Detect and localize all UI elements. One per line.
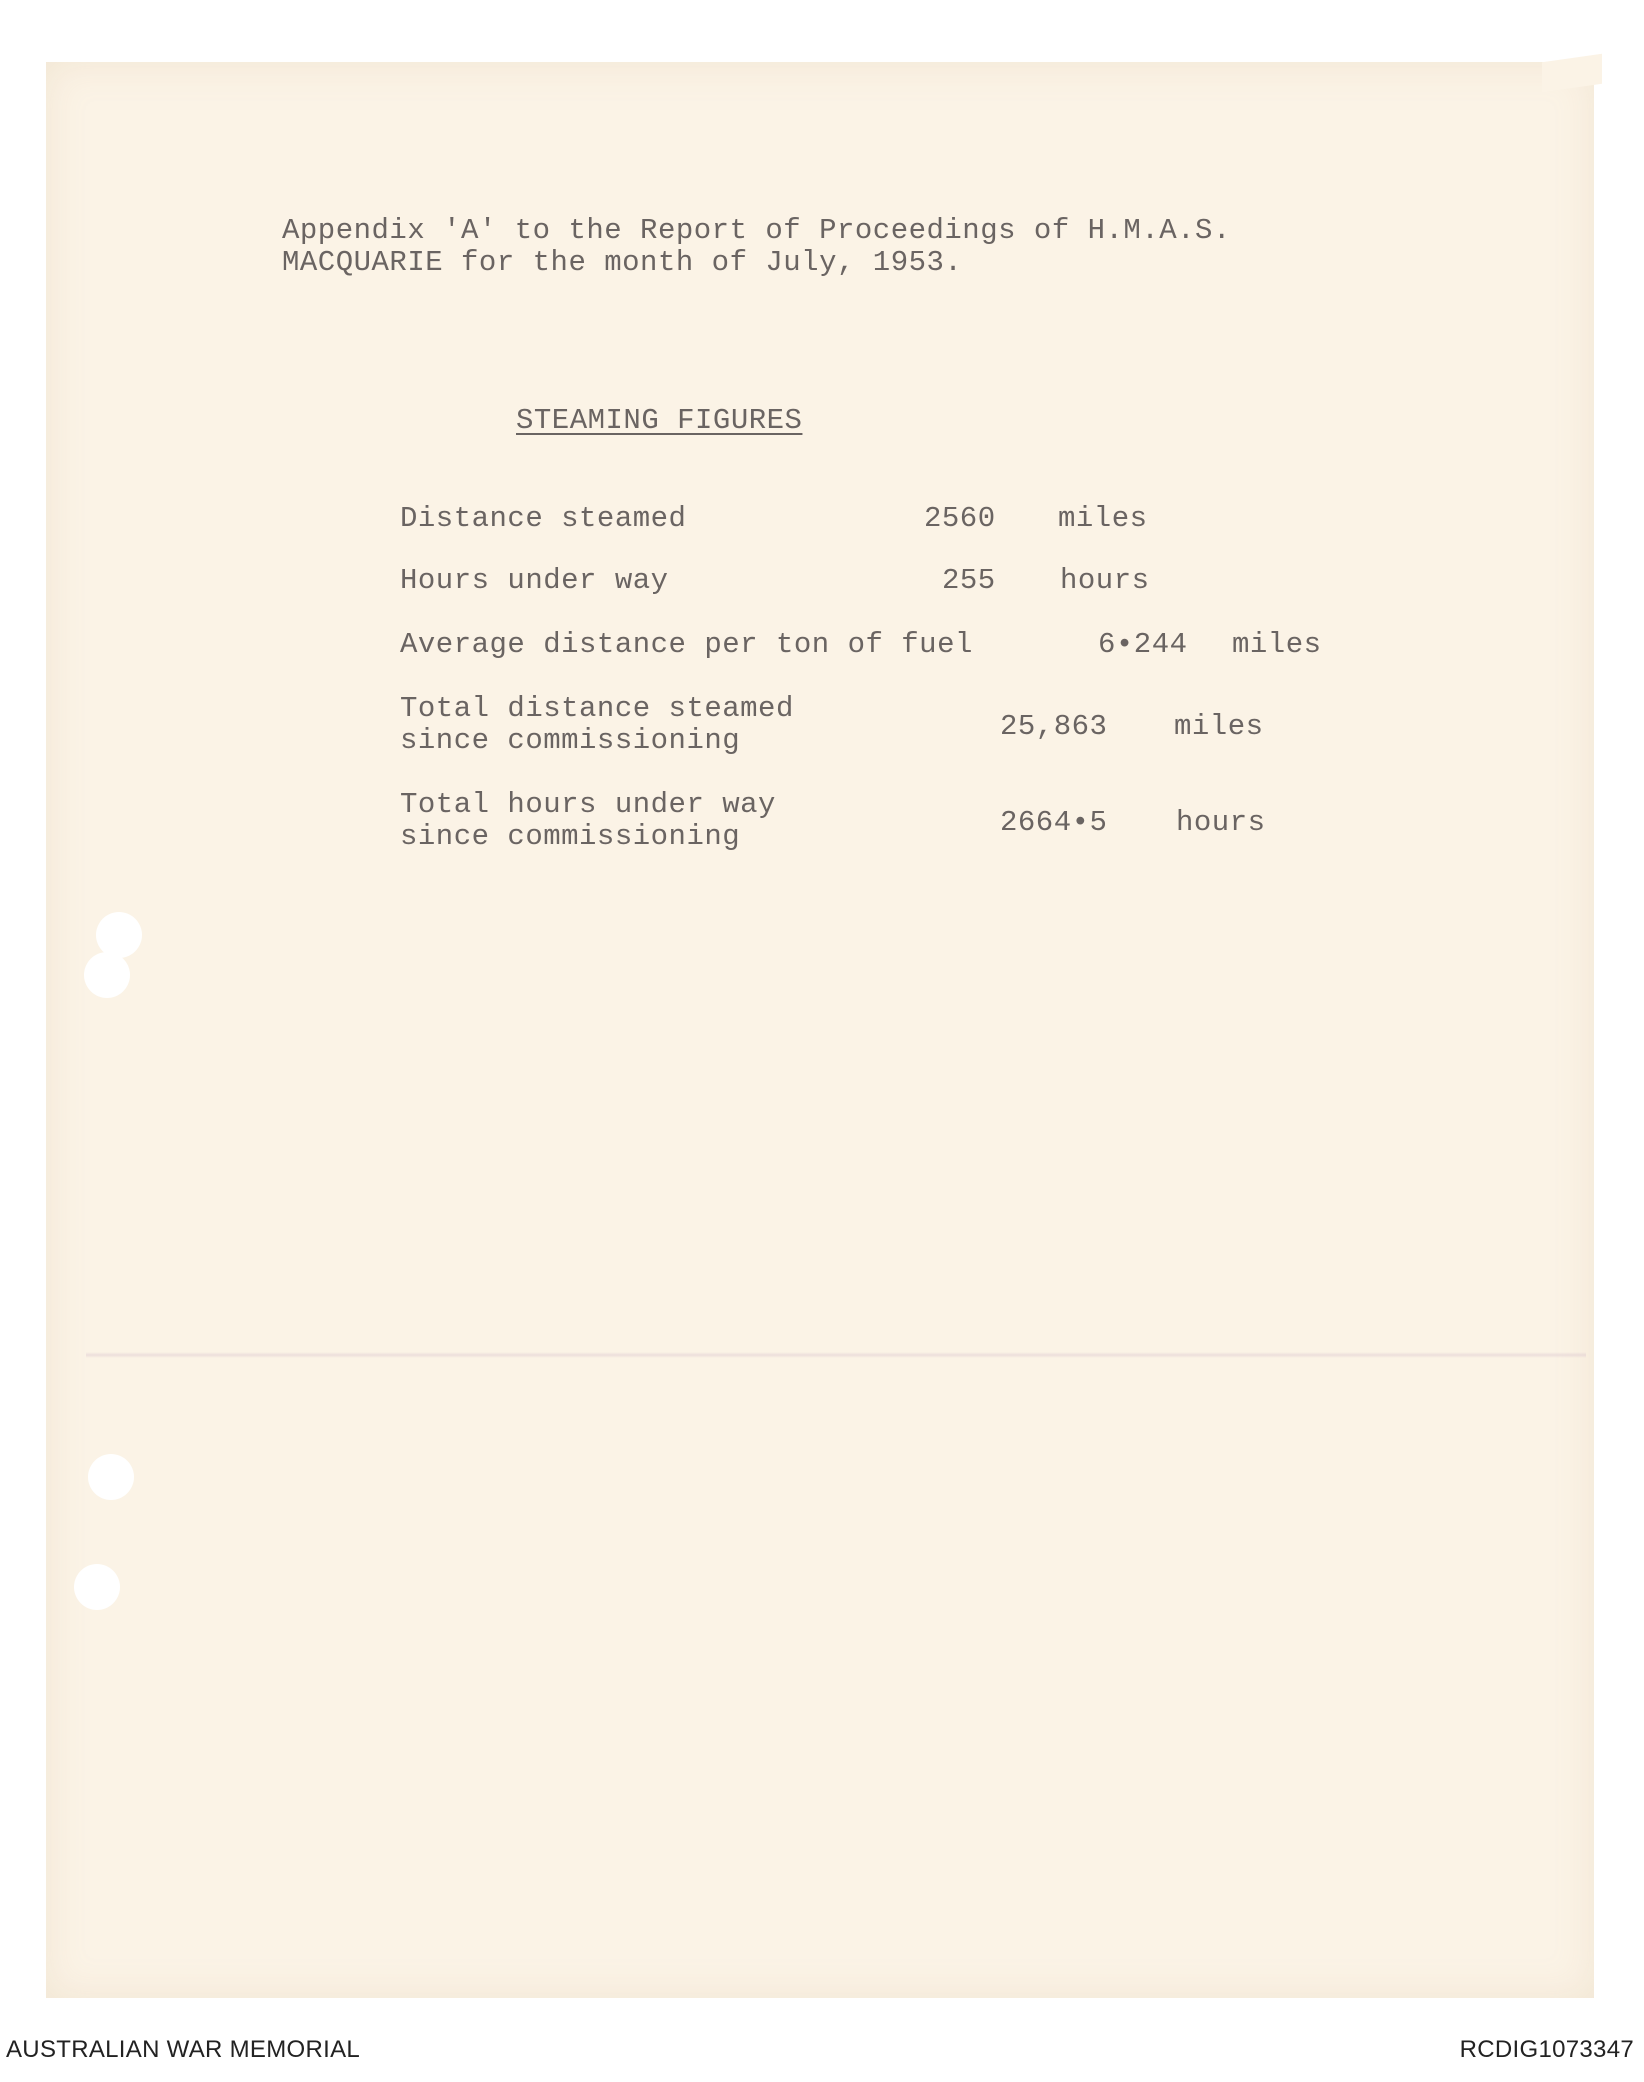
row-label: Average distance per ton of fuel [400,628,973,661]
row-value: 6•244 [1098,628,1188,661]
punch-hole [74,1564,120,1610]
row-value: 2560 [924,502,996,535]
row-label: Distance steamed [400,502,687,535]
footer-record-id: RCDIG1073347 [1459,2036,1634,2063]
punch-hole [84,952,130,998]
row-unit: miles [1232,628,1322,661]
document-title-line2: MACQUARIE for the month of July, 1953. [282,246,963,279]
section-heading: STEAMING FIGURES [516,404,803,437]
row-unit: hours [1176,806,1266,839]
punch-hole [96,912,142,958]
fold-line [86,1352,1586,1358]
paper-sheet [46,62,1594,1998]
row-label-line1: Total distance steamed [400,692,794,725]
row-label-line2: since commissioning [400,820,741,853]
row-value: 255 [942,564,996,597]
row-value: 2664•5 [1000,806,1108,839]
row-label-line2: since commissioning [400,724,741,757]
paper-corner [1542,54,1602,92]
punch-hole [88,1454,134,1500]
document-title-line1: Appendix 'A' to the Report of Proceedings of H.M.A.S. [282,214,1231,247]
row-label: Hours under way [400,564,669,597]
row-unit: miles [1058,502,1148,535]
row-label-line1: Total hours under way [400,788,776,821]
row-unit: miles [1174,710,1264,743]
row-unit: hours [1060,564,1150,597]
footer-archive-name: AUSTRALIAN WAR MEMORIAL [6,2036,361,2063]
row-value: 25,863 [1000,710,1108,743]
